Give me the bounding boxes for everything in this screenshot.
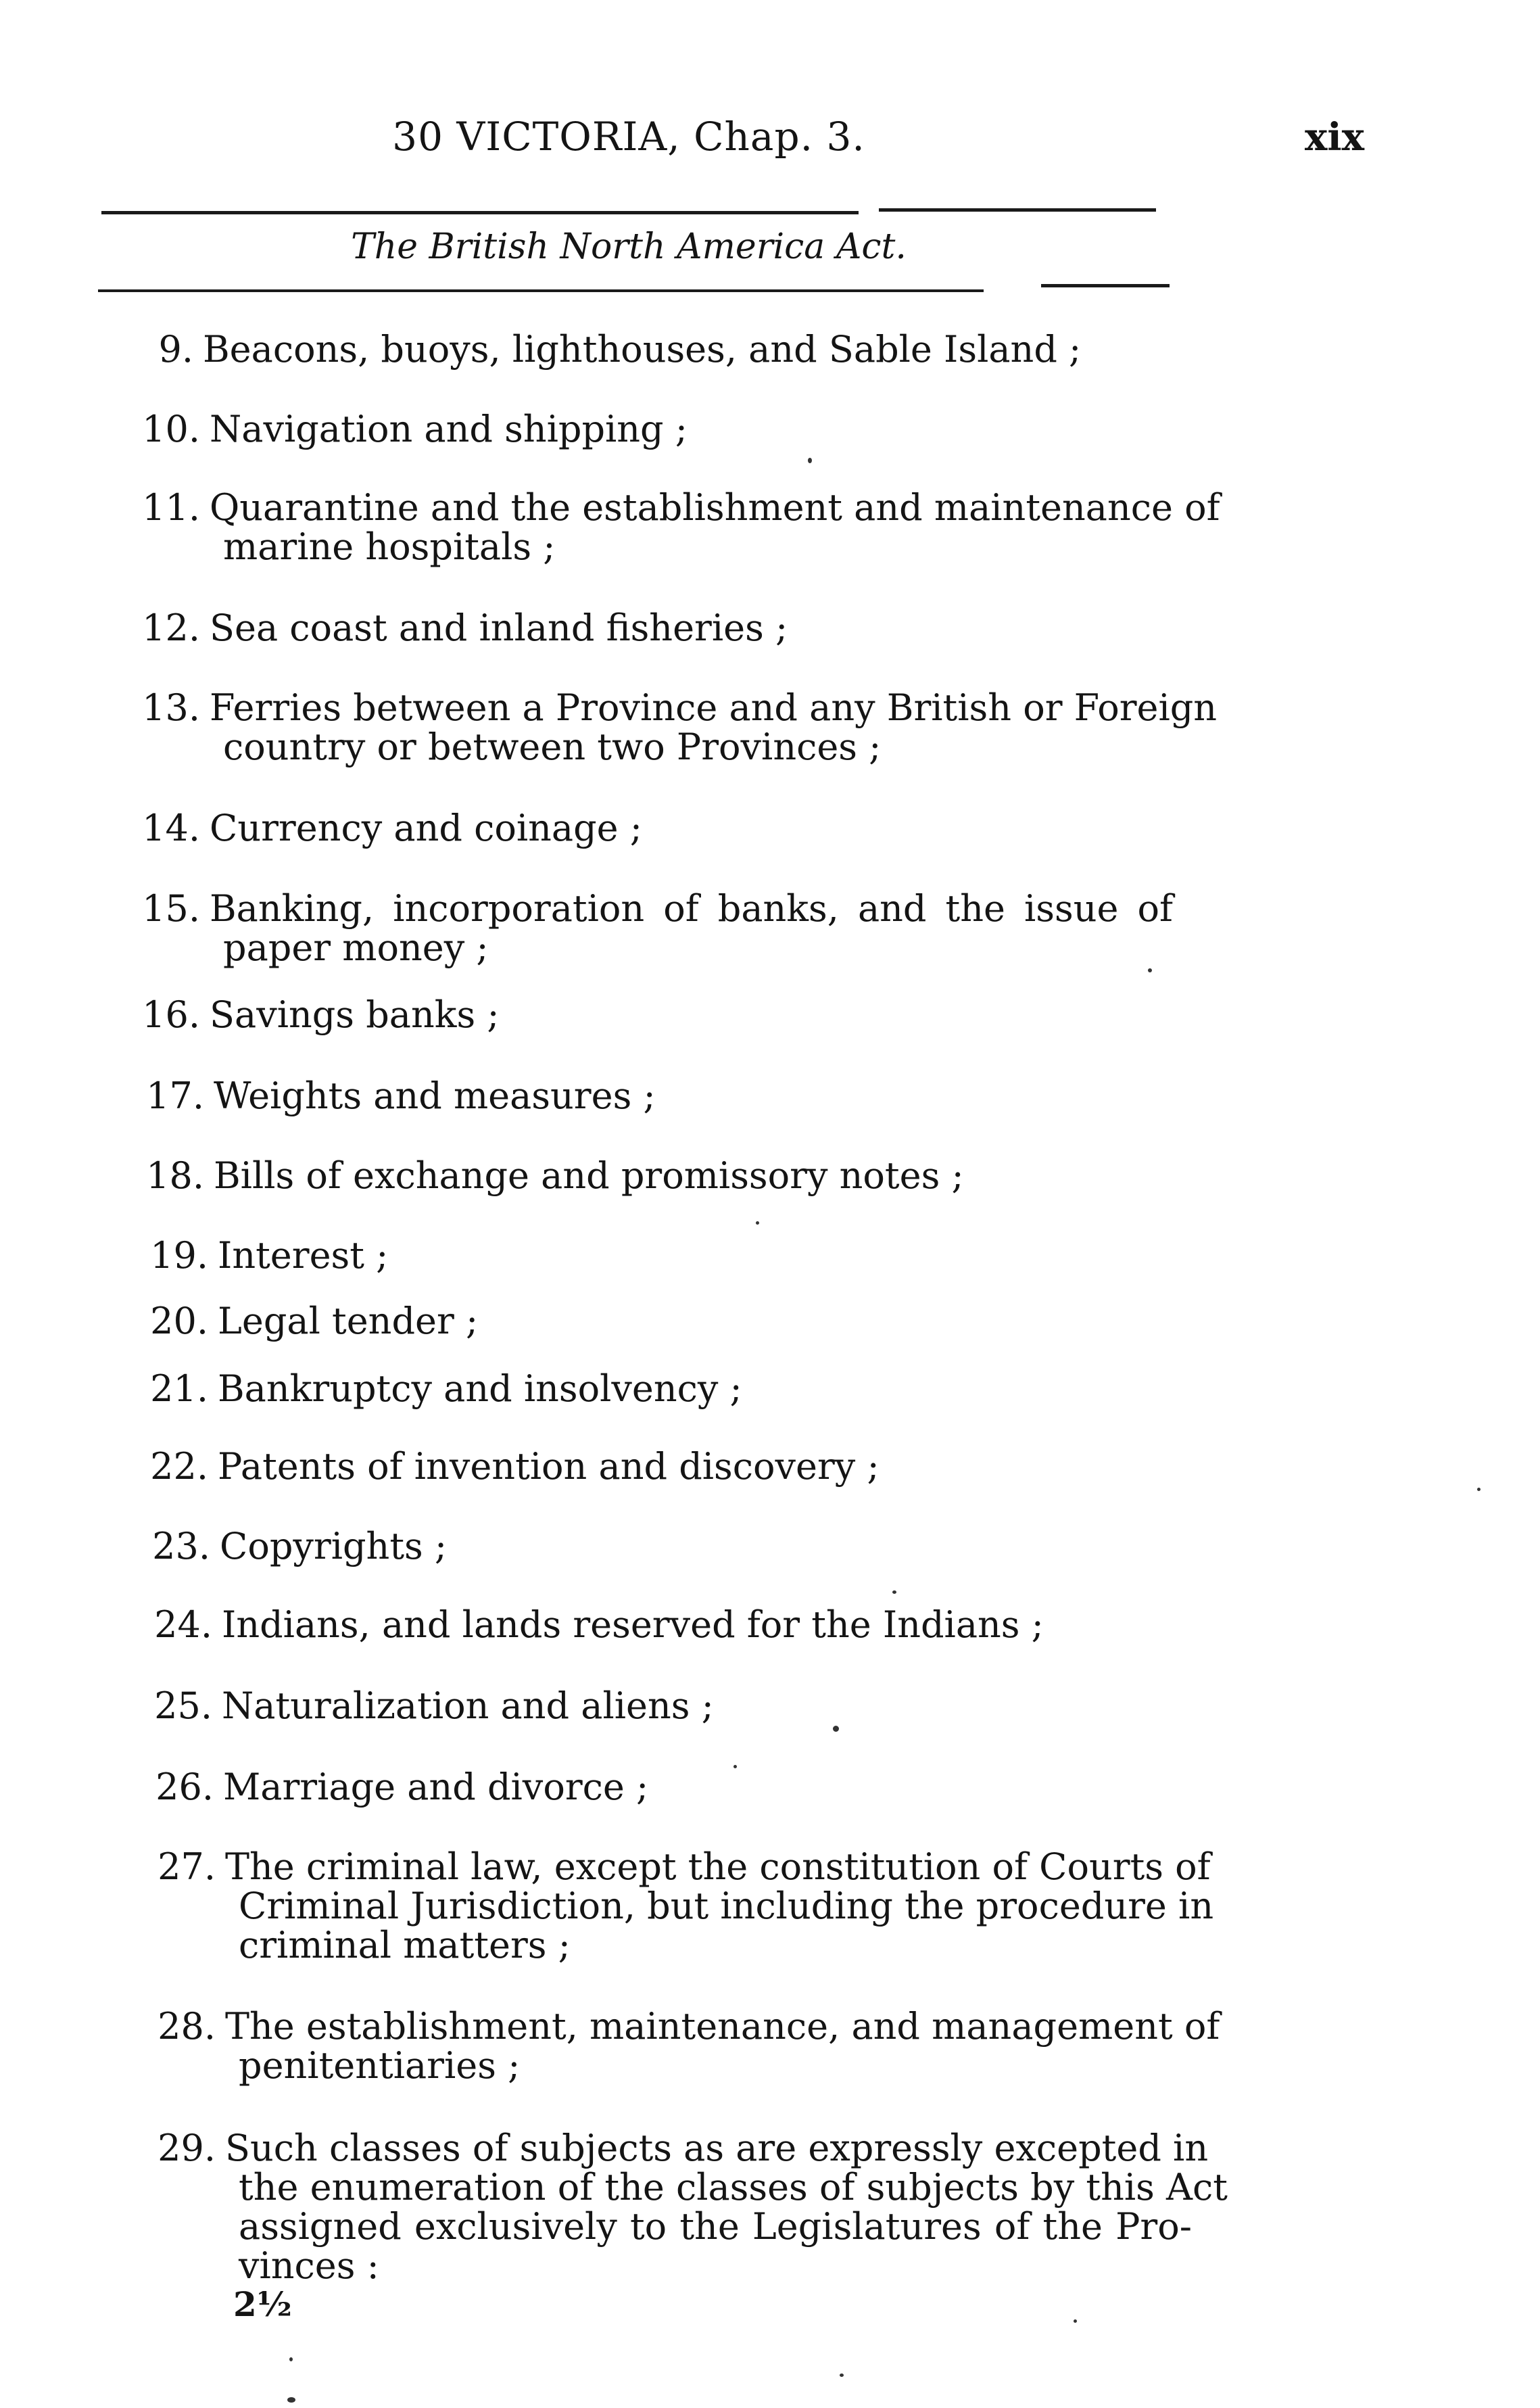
- item-line: Sea coast and inland fisheries ;: [210, 607, 788, 649]
- list-item: [154, 1684, 714, 1727]
- print-speck: [1074, 2319, 1077, 2323]
- item-line: Indians, and lands reserved for the Indians ;: [222, 1603, 1044, 1646]
- item-line: Weights and measures ;: [214, 1075, 656, 1117]
- item-text: [220, 1527, 447, 1566]
- item-number: 12.: [142, 607, 200, 649]
- list-item: [155, 1766, 649, 1808]
- list-item: [158, 2005, 1220, 2087]
- item-number: 20.: [150, 1300, 208, 1342]
- signature-mark: 2½: [233, 2284, 292, 2324]
- item-line: Banking, incorporation of banks, and the issue of: [210, 887, 1173, 930]
- list-item: [146, 1075, 656, 1117]
- item-number: 27.: [158, 1845, 216, 1888]
- item-line: The establishment, maintenance, and management of: [225, 2005, 1220, 2048]
- print-speck: [287, 2397, 295, 2403]
- item-line: Copyrights ;: [220, 1525, 448, 1567]
- item-line: Patents of invention and discovery ;: [218, 1445, 880, 1488]
- item-text: [222, 1686, 714, 1726]
- list-item: [142, 408, 688, 450]
- item-text: [214, 1077, 656, 1116]
- header-rule-upper-right: [879, 208, 1156, 212]
- item-number: 10.: [142, 408, 200, 450]
- item-line: Such classes of subjects as are expressly excepted in: [225, 2127, 1209, 2169]
- item-text: [225, 2127, 1228, 2287]
- item-number: 29.: [158, 2127, 216, 2169]
- print-speck: [840, 2374, 844, 2377]
- list-item: [142, 807, 642, 849]
- item-line: vinces :: [239, 2244, 379, 2287]
- item-text: [218, 1369, 742, 1409]
- item-number: 23.: [152, 1525, 210, 1567]
- list-item: [150, 1234, 389, 1277]
- item-number: 15.: [142, 887, 200, 930]
- item-line: Navigation and shipping ;: [210, 408, 688, 450]
- item-line: Quarantine and the establishment and maintenance of: [210, 486, 1220, 529]
- item-line: Marriage and divorce ;: [223, 1766, 649, 1808]
- print-speck: [733, 1765, 737, 1768]
- item-text: [210, 609, 788, 648]
- item-number: 24.: [154, 1603, 212, 1646]
- list-item: [154, 1603, 1044, 1646]
- page-number: xix: [1305, 115, 1365, 160]
- item-number: 22.: [150, 1445, 208, 1488]
- page-title: 30 VICTORIA, Chap. 3.: [392, 114, 865, 160]
- item-line: Naturalization and aliens ;: [222, 1684, 714, 1727]
- list-item: [142, 607, 788, 649]
- item-number: 19.: [150, 1234, 208, 1277]
- list-item: [142, 486, 1220, 568]
- item-text: [210, 889, 1173, 968]
- list-item: [158, 2127, 1228, 2287]
- item-number: 9.: [158, 328, 193, 371]
- item-number: 25.: [154, 1684, 212, 1727]
- item-text: [218, 1302, 478, 1341]
- item-number: 26.: [155, 1766, 214, 1808]
- item-line: paper money ;: [223, 926, 489, 969]
- header-rule-upper-left: [101, 211, 859, 214]
- item-text: [210, 686, 1218, 768]
- item-line: marine hospitals ;: [223, 525, 556, 568]
- item-line: Currency and coinage ;: [210, 807, 642, 849]
- item-text: [203, 330, 1081, 369]
- item-line: The criminal law, except the constitution of Courts of: [225, 1845, 1211, 1888]
- item-line: Bankruptcy and insolvency ;: [218, 1367, 742, 1410]
- item-text: [214, 1156, 964, 1196]
- list-item: [158, 1845, 1214, 1966]
- print-speck: [808, 458, 812, 463]
- item-number: 16.: [142, 993, 200, 1036]
- print-speck: [756, 1221, 759, 1225]
- item-text: [225, 1845, 1214, 1966]
- item-line: Savings banks ;: [210, 993, 500, 1036]
- item-line: assigned exclusively to the Legislatures of the Pro-: [239, 2205, 1192, 2248]
- list-item: [150, 1445, 880, 1488]
- item-number: 11.: [142, 486, 200, 529]
- list-item: [142, 686, 1218, 768]
- item-number: 13.: [142, 686, 200, 729]
- item-text: [223, 1768, 648, 1807]
- item-text: [218, 1447, 880, 1486]
- list-item: [146, 1154, 964, 1197]
- item-text: [210, 809, 642, 848]
- act-title: The British North America Act.: [351, 227, 907, 267]
- list-item: [158, 328, 1082, 371]
- item-number: 18.: [146, 1154, 204, 1197]
- item-line: Legal tender ;: [218, 1300, 479, 1342]
- header-rule-lower-right: [1041, 284, 1170, 287]
- item-line: Beacons, buoys, lighthouses, and Sable Island ;: [203, 328, 1082, 371]
- list-item: [152, 1525, 448, 1567]
- list-item: [150, 1300, 479, 1342]
- list-item: [142, 887, 1173, 969]
- item-line: Interest ;: [218, 1234, 389, 1277]
- item-line: penitentiaries ;: [239, 2044, 521, 2087]
- print-speck: [892, 1590, 896, 1594]
- print-speck: [1148, 968, 1152, 972]
- list-item: [142, 993, 500, 1036]
- item-line: Ferries between a Province and any British or Foreign: [210, 686, 1218, 729]
- item-number: 17.: [146, 1075, 204, 1117]
- print-speck: [289, 2357, 293, 2361]
- item-text: [222, 1605, 1044, 1645]
- item-line: country or between two Provinces ;: [223, 726, 882, 768]
- item-text: [210, 486, 1220, 568]
- header-rule-lower-left: [98, 289, 984, 292]
- list-item: [150, 1367, 742, 1410]
- item-text: [210, 410, 688, 449]
- item-text: [225, 2005, 1220, 2087]
- item-line: criminal matters ;: [239, 1924, 571, 1966]
- item-number: 14.: [142, 807, 200, 849]
- item-number: 21.: [150, 1367, 208, 1410]
- item-number: 28.: [158, 2005, 216, 2048]
- print-speck: [1477, 1488, 1481, 1491]
- print-speck: [833, 1726, 839, 1732]
- item-line: the enumeration of the classes of subjects by this Act: [239, 2166, 1228, 2209]
- item-text: [210, 995, 500, 1035]
- item-line: Criminal Jurisdiction, but including the procedure in: [239, 1885, 1214, 1927]
- item-line: Bills of exchange and promissory notes ;: [214, 1154, 964, 1197]
- item-text: [218, 1236, 388, 1275]
